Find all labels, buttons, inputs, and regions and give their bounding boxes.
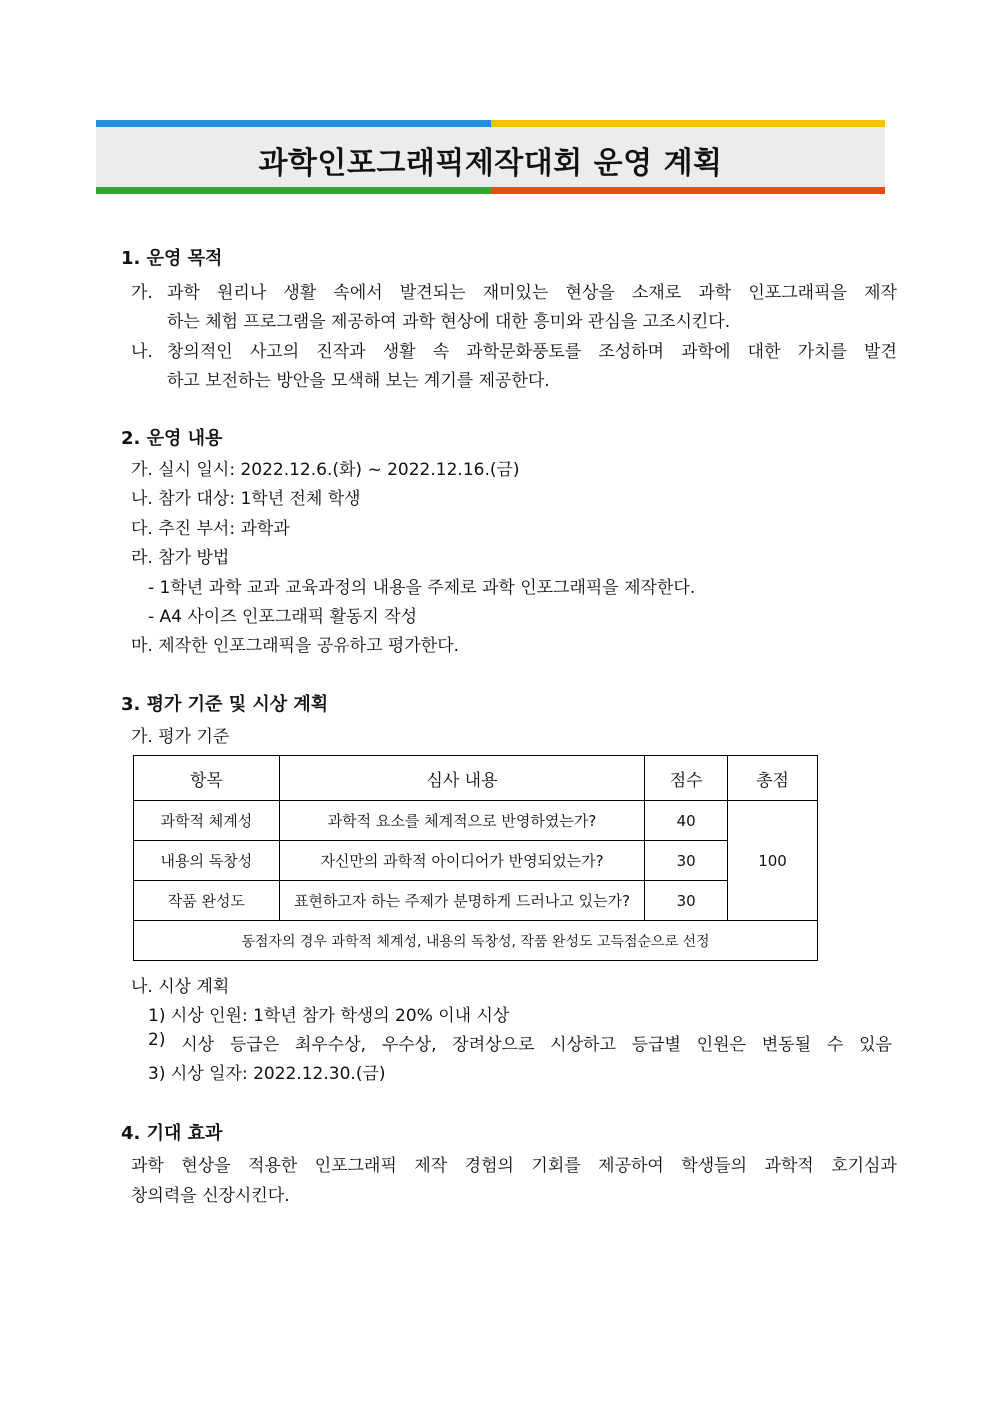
word: 조성하며: [598, 342, 665, 362]
award-item: 1) 시상 인원: 1학년 참가 학생의 20% 이내 시상: [148, 1006, 510, 1026]
section-3-heading: 3. 평가 기준 및 시상 계획: [121, 694, 329, 715]
sec1-a-line1: [167, 278, 897, 303]
section-4-heading: 4. 기대 효과: [121, 1123, 223, 1144]
table-header-cell: 점수: [645, 756, 728, 801]
table-row: [134, 841, 818, 881]
evaluation-table: [133, 755, 818, 961]
word: 제공하여: [598, 1156, 664, 1176]
title-banner: [96, 120, 885, 194]
table-row: [134, 881, 818, 921]
word: 사고의: [249, 342, 300, 362]
word: 발견: [864, 342, 897, 362]
tiebreak-note: 동점자의 경우 과학적 체계성, 내용의 독창성, 작품 완성도 고득점순으로 선정: [134, 921, 818, 961]
sec2-item: 라. 참가 방법: [131, 548, 230, 568]
word: 생활: [382, 342, 416, 362]
word: 2): [148, 1030, 166, 1050]
word: 과학적: [764, 1156, 814, 1176]
criteria-content: 과학적 요소를 체계적으로 반영하였는가?: [279, 801, 644, 841]
sec2-item: 가. 실시 일시: 2022.12.6.(화) ~ 2022.12.16.(금): [131, 460, 520, 480]
sec3-b-label: 나. 시상 계획: [131, 977, 230, 997]
word: 속: [432, 342, 450, 362]
sec2-subitem: - 1학년 과학 교과 교육과정의 내용을 주제로 과학 인포그래픽을 제작한다.: [148, 578, 696, 598]
word: 과학에: [681, 342, 731, 362]
word: 호기심과: [831, 1156, 897, 1176]
word: 생활: [283, 283, 317, 303]
award-item: 3) 시상 일자: 2022.12.30.(금): [148, 1064, 386, 1084]
word: 과학: [131, 1156, 164, 1176]
word: 인포그래픽을: [748, 283, 847, 303]
word: 과학문화풍토를: [466, 342, 582, 362]
word: 적용한: [248, 1156, 298, 1176]
criteria-item: 작품 완성도: [134, 881, 280, 921]
word: 창의적인: [167, 342, 233, 362]
section-2-heading: 2. 운영 내용: [121, 428, 223, 449]
word: 등급은: [229, 1035, 280, 1055]
word: 속에서: [333, 283, 383, 303]
criteria-score: 30: [645, 841, 728, 881]
word: 인포그래픽: [314, 1156, 397, 1176]
sec3-a-label: 가. 평가 기준: [131, 727, 230, 747]
word: 시상하고: [550, 1035, 616, 1055]
word: 있음: [859, 1035, 892, 1055]
banner-bar-red: [491, 187, 886, 194]
criteria-score: 30: [645, 881, 728, 921]
word: 등급별: [631, 1035, 681, 1055]
banner-bar-yellow: [491, 120, 886, 127]
table-row: [134, 801, 818, 841]
word: 시상: [181, 1035, 215, 1055]
word: 진작과: [316, 342, 366, 362]
word: 발견되는: [399, 283, 466, 303]
total-score: 100: [728, 801, 818, 921]
sec2-item: 나. 참가 대상: 1학년 전체 학생: [131, 489, 361, 509]
word: 변동될: [761, 1035, 812, 1055]
word: 가치를: [797, 342, 847, 362]
sec4-line1: [131, 1151, 897, 1176]
word: 제작: [864, 283, 897, 303]
word: 과학: [167, 283, 200, 303]
sec4-line2: 창의력을 신장시킨다.: [131, 1186, 290, 1206]
criteria-content: 자신만의 과학적 아이디어가 반영되었는가?: [279, 841, 644, 881]
sec1-a-marker: 가.: [131, 283, 153, 303]
word: 기회를: [531, 1156, 581, 1176]
table-header-cell: 심사 내용: [279, 756, 644, 801]
table-header-cell: 총점: [728, 756, 818, 801]
word: 대한: [747, 342, 781, 362]
sec1-a-line2: 하는 체험 프로그램을 제공하여 과학 현상에 대한 흥미와 관심을 고조시킨다.: [167, 312, 731, 332]
word: 소재로: [631, 283, 682, 303]
page-title: 과학인포그래픽제작대회 운영 계획: [258, 146, 723, 181]
section-1-heading: 1. 운영 목적: [121, 248, 223, 269]
word: 제작: [414, 1156, 448, 1176]
word: 학생들의: [681, 1156, 747, 1176]
word: 현상을: [181, 1156, 231, 1176]
word: 우수상,: [381, 1035, 437, 1055]
word: 재미있는: [482, 283, 549, 303]
word: 과학: [698, 283, 732, 303]
sec2-item: 다. 추진 부서: 과학과: [131, 519, 290, 539]
sec1-b-marker: 나.: [131, 342, 153, 362]
criteria-item: 과학적 체계성: [134, 801, 280, 841]
word: 경험의: [464, 1156, 514, 1176]
sec2-subitem: - A4 사이즈 인포그래픽 활동지 작성: [148, 607, 418, 627]
criteria-item: 내용의 독창성: [134, 841, 280, 881]
word: 인원은: [696, 1035, 746, 1055]
table-footer-row: [134, 921, 818, 961]
criteria-score: 40: [645, 801, 728, 841]
banner-bar-green: [96, 187, 491, 194]
table-header-row: [134, 756, 818, 801]
word: 원리나: [217, 283, 267, 303]
word: 장려상으로: [452, 1035, 535, 1055]
word: 최우수상,: [294, 1035, 367, 1055]
sec1-b-line2: 하고 보전하는 방안을 모색해 보는 계기를 제공한다.: [167, 371, 550, 391]
word: 현상을: [565, 283, 615, 303]
word: 수: [826, 1035, 844, 1055]
sec2-item: 마. 제작한 인포그래픽을 공유하고 평가한다.: [131, 636, 460, 656]
banner-bar-blue: [96, 120, 491, 127]
award-item: [148, 1030, 892, 1055]
sec1-b-line1: [167, 337, 897, 362]
table-header-cell: 항목: [134, 756, 280, 801]
criteria-content: 표현하고자 하는 주제가 분명하게 드러나고 있는가?: [279, 881, 644, 921]
